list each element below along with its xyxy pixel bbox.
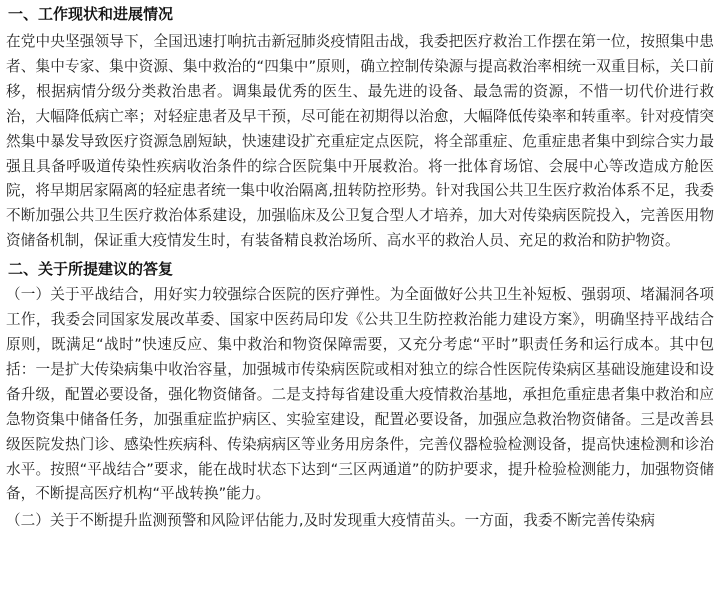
paragraph-reply-2: （二）关于不断提升监测预警和风险评估能力,及时发现重大疫情苗头。一方面，我委不断完善传染病 (6, 512, 656, 530)
section-heading-status: 一、工作现状和进展情况 (8, 5, 174, 23)
section-heading-reply: 二、关于所提建议的答复 (8, 260, 174, 279)
paragraph-reply-1: （一）关于平战结合，用好实力较强综合医院的医疗弹性。为全面做好公共卫生补短板、强弱项、堵漏洞各项工作，我委会同国家发展改革委、国家中医药局印发《公共卫生防控救治能力建设方案》，明确坚持平战结合原则，既满足“战时”快速反应、集中救治和物资保障需要，又充分考虑“平时”职责任务和运行成本。其中包括：一是扩大传染病集中收治容量，加强城市传染病医院或相对独立的综合性医院传染病区基础设施建设和设备升级，配置必要设备，强化物资储备。二是支持每省建设重大疫情救治基地，承担危重症患者集中救治和应急物资集中储备任务，加强重症监护病区、实验室建设，配置必要设备，加强应急救治物资储备。三是改善县级医院发热门诊、感染性疾病科、传染病病区等业务用房条件，完善仪器检验检测设备，提高快速检测和诊治水平。按照“平战结合”要求，能在战时状态下达到“三区两通道”的防护要求，提升检验检测能力，加强物资储备，不断提高医疗机构“平战转换”能力。 (6, 286, 714, 503)
paragraph-status: 在党中央坚强领导下，全国迅速打响抗击新冠肺炎疫情阻击战，我委把医疗救治工作摆在第一位，按照集中患者、集中专家、集中资源、集中救治的“四集中”原则，确立控制传染源与提高救治率相统一双重目标，关口前移，根据病情分级分类救治患者。调集最优秀的医生、最先进的设备、最急需的资源，不惜一切代价进行救治，大幅降低病亡率；对轻症患者及早干预，尽可能在初期得以治愈，大幅降低传染率和转重率。针对疫情突然集中暴发导致医疗资源急剧短缺，快速建设扩充重症定点医院，将全部重症、危重症患者集中到综合实力最强且具备呼吸道传染性疾病收治条件的综合医院集中开展救治。将一批体育场馆、会展中心等改造成方舱医院，将早期居家隔离的轻症患者统一集中收治隔离,扭转防控形势。针对我国公共卫生医疗救治体系不足，我委不断加强公共卫生医疗救治体系建设，加强临床及公卫复合型人才培养，加大对传染病医院投入，完善医用物资储备机制，保证重大疫情发生时，有装备精良救治场所、高水平的救治人员、充足的救治和防护物资。 (6, 33, 714, 250)
